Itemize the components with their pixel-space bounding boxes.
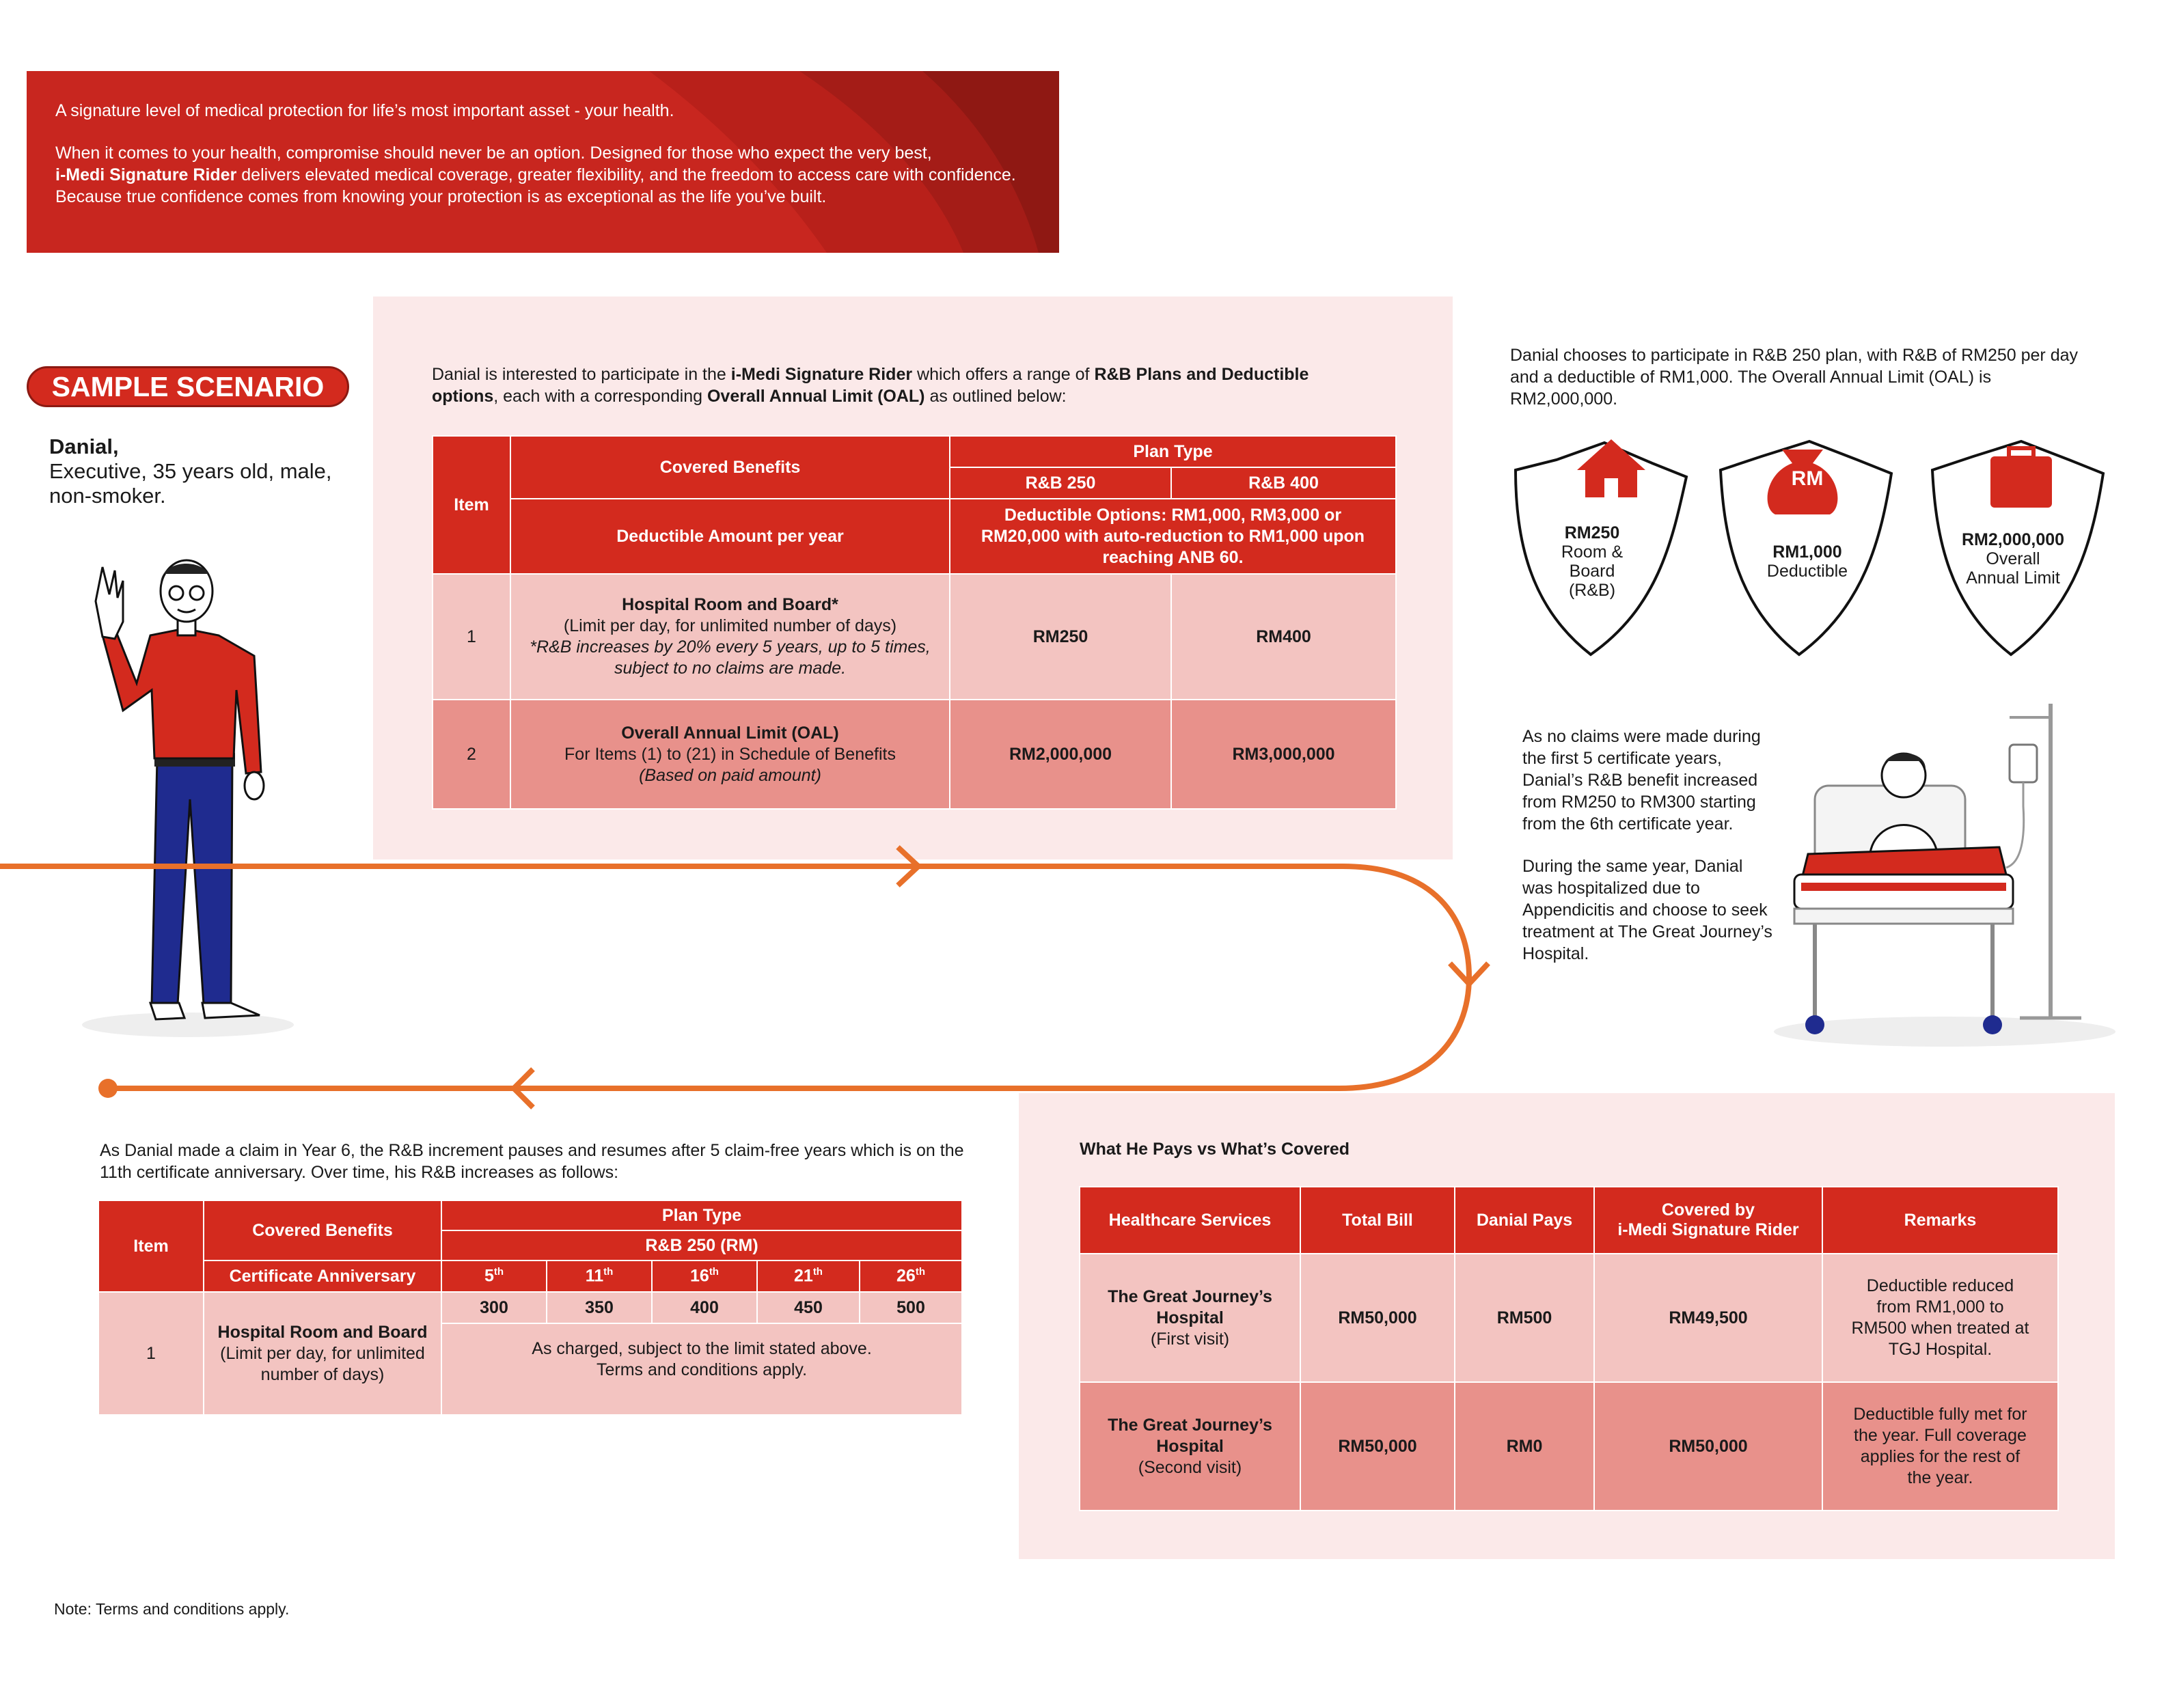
claims-table-title: What He Pays vs What’s Covered bbox=[1080, 1140, 1350, 1159]
covered-benefits-header: Covered Benefits bbox=[510, 436, 950, 499]
covered-benefits-header: Covered Benefits bbox=[204, 1200, 441, 1261]
plan-type-header: Plan Type bbox=[950, 436, 1396, 467]
covered-by-header: Covered by i-Medi Signature Rider bbox=[1594, 1187, 1822, 1254]
item-header: Item bbox=[433, 436, 510, 574]
table-row: 1 Hospital Room and Board (Limit per day, for unlimited number of days) 300 350 400 450 500 bbox=[98, 1292, 962, 1323]
shield-oal: RM2,000,000 Overall Annual Limit bbox=[1961, 530, 2065, 588]
banner-line2: When it comes to your health, compromise should never be an option. Designed for those who expect the very best, i-Medi Signature Rider delivers elevated medical coverage, greater flexibility, and the freedom to access care with confidence. Because true confidence comes from knowing your protection is as exceptional as the life you’ve built. bbox=[55, 143, 1016, 206]
rb400-header: R&B 400 bbox=[1171, 467, 1396, 499]
danial-pays-header: Danial Pays bbox=[1455, 1187, 1594, 1254]
shield-rb: RM250 Room & Board (R&B) bbox=[1561, 523, 1624, 600]
total-bill-header: Total Bill bbox=[1300, 1187, 1455, 1254]
services-header: Healthcare Services bbox=[1080, 1187, 1300, 1254]
intro-text: Danial is interested to participate in the i-Medi Signature Rider which offers a range of R&B Plans and Deductible options, each with a corresponding Overall Annual Limit (OAL) as outlined below: bbox=[432, 365, 1309, 406]
rb250-header: R&B 250 bbox=[950, 467, 1171, 499]
sample-scenario-badge: SAMPLE SCENARIO bbox=[27, 366, 349, 407]
increment-text: As Danial made a claim in Year 6, the R&B increment pauses and resumes after 5 claim-free years which is on the 11th certificate anniversary. Over time, his R&B increases as follows: bbox=[100, 1141, 964, 1182]
anniversary-11: 11th bbox=[547, 1261, 652, 1292]
anniversary-26: 26th bbox=[860, 1261, 962, 1292]
banner-line1: A signature level of medical protection for life’s most important asset - your health. bbox=[55, 101, 674, 120]
footnote: Note: Terms and conditions apply. bbox=[54, 1600, 290, 1618]
table-row: The Great Journey’s Hospital (Second visit) RM50,000 RM0 RM50,000 Deductible fully met for the year. Full coverage applies for the rest of the year. bbox=[1080, 1382, 2058, 1511]
hospital-bed-illustration bbox=[1774, 704, 2122, 1052]
money-bag-label: RM bbox=[1791, 467, 1824, 490]
remarks-header: Remarks bbox=[1822, 1187, 2058, 1254]
deductible-label: Deductible Amount per year bbox=[510, 499, 950, 574]
rb-increment-table bbox=[98, 1200, 963, 1416]
anniversary-16: 16th bbox=[652, 1261, 757, 1292]
persona-name: Danial, bbox=[49, 435, 119, 458]
anniversary-5: 5th bbox=[441, 1261, 547, 1292]
shield-deductible: RM1,000 Deductible bbox=[1766, 542, 1848, 581]
plan-type-header: Plan Type bbox=[441, 1200, 962, 1230]
plan-header: R&B 250 (RM) bbox=[441, 1230, 962, 1261]
item-header: Item bbox=[98, 1200, 204, 1292]
table-row: 1 Hospital Room and Board* (Limit per day, for unlimited number of days) *R&B increases by 20% every 5 years, up to 5 times, subject to no claims are made. RM250 RM400 bbox=[433, 574, 1396, 700]
persona-details: Executive, 35 years old, male, non-smoker. bbox=[49, 459, 332, 508]
plan-choice-text: Danial chooses to participate in R&B 250 plan, with R&B of RM250 per day and a deductible of RM1,000. The Overall Annual Limit (OAL) is RM2,000,000. bbox=[1510, 346, 2079, 409]
deductible-options: Deductible Options: RM1,000, RM3,000 or RM20,000 with auto-reduction to RM1,000 upon reaching ANB 60. bbox=[950, 499, 1396, 574]
table-row: As charged, subject to the limit stated above. Terms and conditions apply. bbox=[98, 1323, 962, 1415]
plan-options-table bbox=[432, 435, 1397, 810]
table-row: 2 Overall Annual Limit (OAL) For Items (1) to (21) in Schedule of Benefits (Based on paid amount) RM2,000,000 RM3,000,000 bbox=[433, 700, 1396, 809]
claims-table bbox=[1079, 1186, 2059, 1511]
anniversary-21: 21th bbox=[757, 1261, 860, 1292]
table-row: The Great Journey’s Hospital (First visit) RM50,000 RM500 RM49,500 Deductible reduced from RM1,000 to RM500 when treated at TGJ Hospital. bbox=[1080, 1254, 2058, 1382]
hospital-story: As no claims were made during the first 5 certificate years, Danial’s R&B benefit increased from RM250 to RM300 starting from the 6th certificate year. During the same year, Danial was hospitalized due to Appendicitis and choose to seek treatment at The Great Journey’s Hospital. bbox=[1522, 727, 1772, 963]
anniversary-label: Certificate Anniversary bbox=[204, 1261, 441, 1292]
